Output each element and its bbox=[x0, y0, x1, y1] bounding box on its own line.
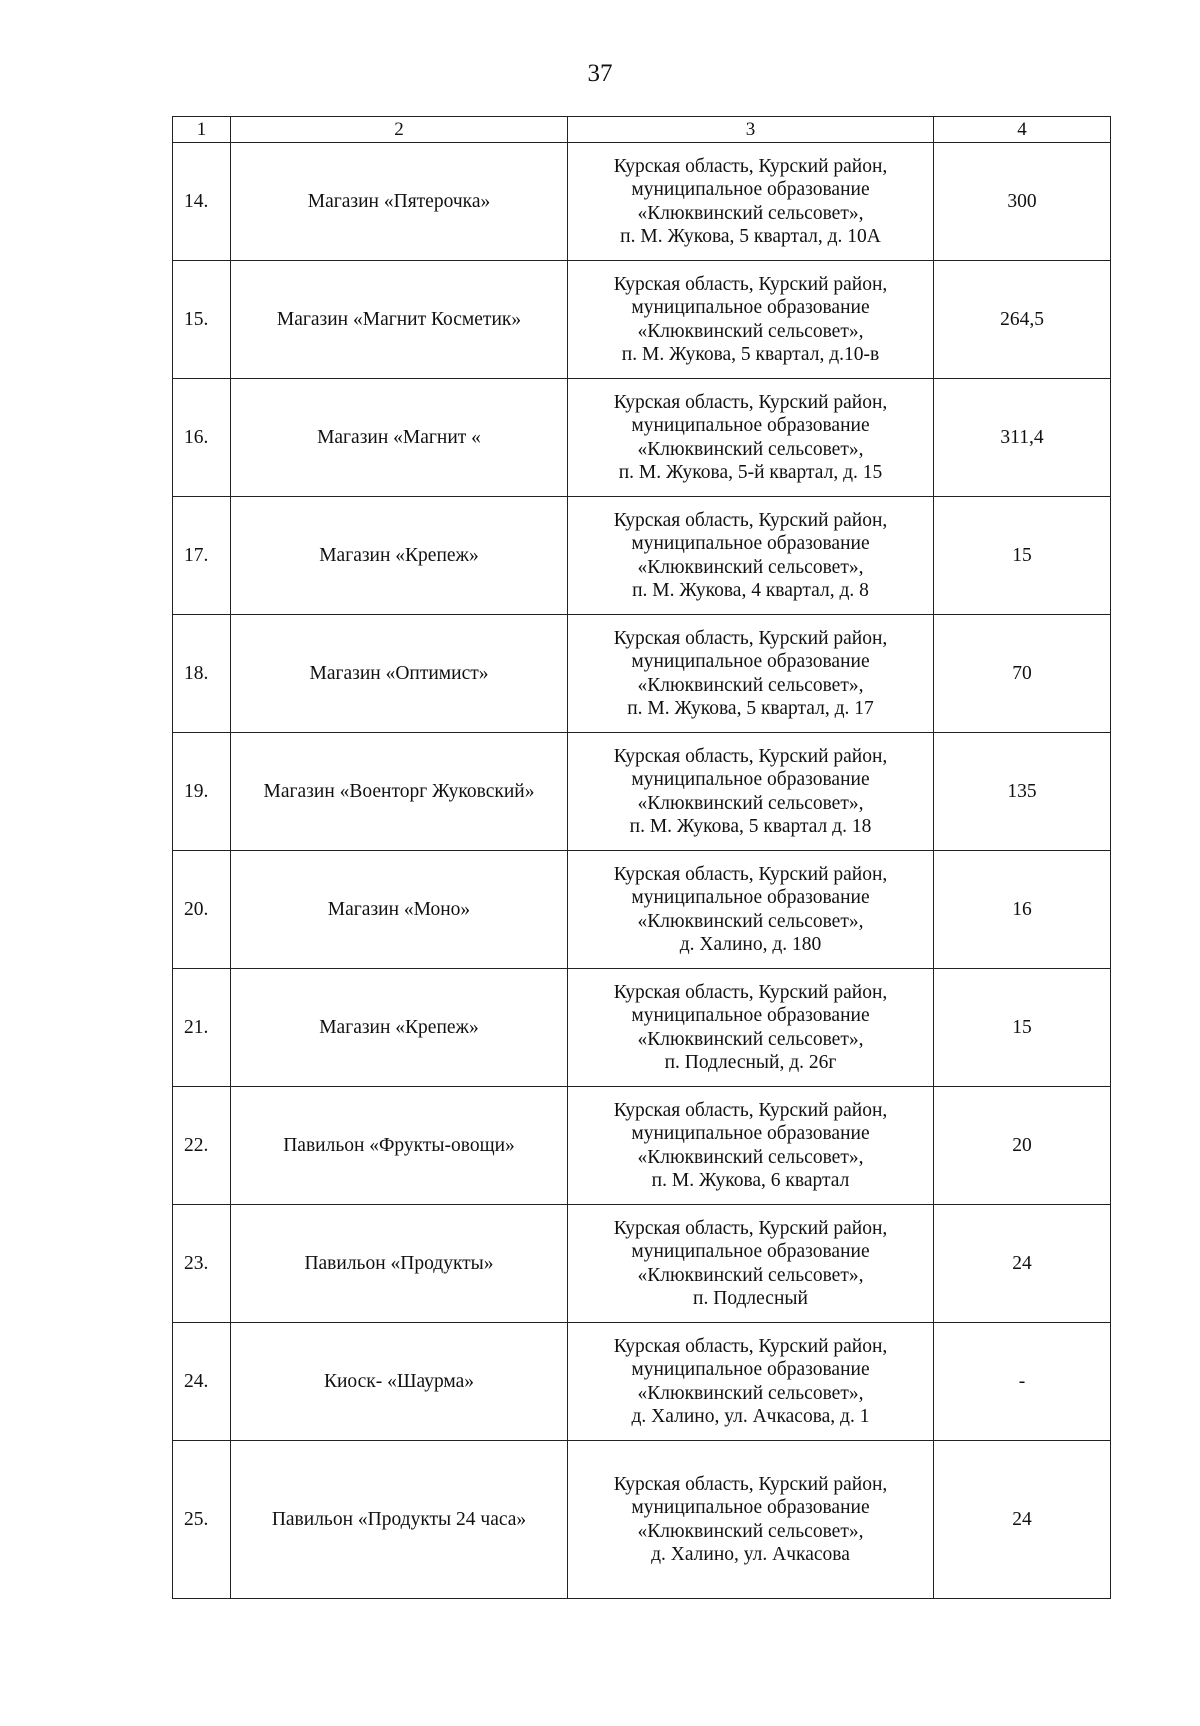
address-line: п. М. Жукова, 6 квартал bbox=[651, 1170, 850, 1191]
object-name: Магазин «Военторг Жуковский» bbox=[231, 733, 568, 851]
table-row bbox=[173, 969, 1111, 1087]
address-line: д. Халино, ул. Ачкасова, д. 1 bbox=[631, 1406, 870, 1427]
address-line: муниципальное образование bbox=[631, 1005, 870, 1026]
object-address bbox=[568, 615, 934, 733]
table-row bbox=[173, 851, 1111, 969]
address-line: «Клюквинский сельсовет», bbox=[637, 320, 864, 342]
table-row bbox=[173, 143, 1111, 261]
address-line: д. Халино, д. 180 bbox=[679, 934, 822, 955]
address-line: «Клюквинский сельсовет», bbox=[637, 1382, 864, 1404]
address-line: муниципальное образование bbox=[631, 1497, 870, 1518]
address-line: «Клюквинский сельсовет», bbox=[637, 1146, 864, 1168]
address-line: муниципальное образование bbox=[631, 769, 870, 790]
address-line: «Клюквинский сельсовет», bbox=[637, 556, 864, 578]
row-number: 24. bbox=[173, 1323, 231, 1441]
table-row bbox=[173, 1087, 1111, 1205]
address-line: муниципальное образование bbox=[631, 1241, 870, 1262]
object-address bbox=[568, 1323, 934, 1441]
table-body bbox=[173, 143, 1111, 1599]
row-number: 14. bbox=[173, 143, 231, 261]
address-line: Курская область, Курский район, bbox=[613, 981, 888, 1003]
object-address bbox=[568, 143, 934, 261]
address-line: Курская область, Курский район, bbox=[613, 1099, 888, 1121]
object-area: 16 bbox=[934, 851, 1111, 969]
address-line: «Клюквинский сельсовет», bbox=[637, 1520, 864, 1542]
address-line: «Клюквинский сельсовет», bbox=[637, 202, 864, 224]
row-number: 20. bbox=[173, 851, 231, 969]
object-area: 15 bbox=[934, 497, 1111, 615]
table-row bbox=[173, 733, 1111, 851]
object-name: Магазин «Магнит Косметик» bbox=[231, 261, 568, 379]
row-number: 22. bbox=[173, 1087, 231, 1205]
address-line: Курская область, Курский район, bbox=[613, 509, 888, 531]
address-line: Курская область, Курский район, bbox=[613, 273, 888, 295]
address-line: д. Халино, ул. Ачкасова bbox=[651, 1544, 850, 1565]
table-header bbox=[173, 117, 1111, 143]
address-line: «Клюквинский сельсовет», bbox=[637, 674, 864, 696]
object-name: Магазин «Пятерочка» bbox=[231, 143, 568, 261]
table-row bbox=[173, 1323, 1111, 1441]
object-address bbox=[568, 379, 934, 497]
row-number: 17. bbox=[173, 497, 231, 615]
register-table bbox=[172, 116, 1111, 1599]
table-row bbox=[173, 1441, 1111, 1599]
row-number: 19. bbox=[173, 733, 231, 851]
address-line: муниципальное образование bbox=[631, 1123, 870, 1144]
object-address bbox=[568, 1087, 934, 1205]
object-name: Магазин «Оптимист» bbox=[231, 615, 568, 733]
object-area: 135 bbox=[934, 733, 1111, 851]
address-line: муниципальное образование bbox=[631, 533, 870, 554]
column-header-3: 3 bbox=[568, 117, 934, 143]
object-name: Киоск- «Шаурма» bbox=[231, 1323, 568, 1441]
row-number: 18. bbox=[173, 615, 231, 733]
page-number: 37 bbox=[587, 60, 613, 87]
column-header-1: 1 bbox=[173, 117, 231, 143]
address-line: «Клюквинский сельсовет», bbox=[637, 438, 864, 460]
address-line: Курская область, Курский район, bbox=[613, 391, 888, 413]
table-row bbox=[173, 1205, 1111, 1323]
address-line: «Клюквинский сельсовет», bbox=[637, 1028, 864, 1050]
object-name: Павильон «Продукты» bbox=[231, 1205, 568, 1323]
address-line: «Клюквинский сельсовет», bbox=[637, 792, 864, 814]
address-line: п. М. Жукова, 5 квартал, д. 17 bbox=[627, 698, 874, 719]
row-number: 25. bbox=[173, 1441, 231, 1599]
address-line: «Клюквинский сельсовет», bbox=[637, 910, 864, 932]
object-area: - bbox=[934, 1323, 1111, 1441]
table-row bbox=[173, 379, 1111, 497]
object-area: 300 bbox=[934, 143, 1111, 261]
object-name: Магазин «Магнит « bbox=[231, 379, 568, 497]
object-address bbox=[568, 969, 934, 1087]
address-line: «Клюквинский сельсовет», bbox=[637, 1264, 864, 1286]
object-address bbox=[568, 733, 934, 851]
address-line: Курская область, Курский район, bbox=[613, 1335, 888, 1357]
address-line: муниципальное образование bbox=[631, 1359, 870, 1380]
address-line: Курская область, Курский район, bbox=[613, 155, 888, 177]
object-address bbox=[568, 261, 934, 379]
row-number: 23. bbox=[173, 1205, 231, 1323]
object-name: Магазин «Моно» bbox=[231, 851, 568, 969]
object-area: 264,5 bbox=[934, 261, 1111, 379]
object-name: Магазин «Крепеж» bbox=[231, 969, 568, 1087]
object-name: Павильон «Продукты 24 часа» bbox=[231, 1441, 568, 1599]
address-line: муниципальное образование bbox=[631, 887, 870, 908]
row-number: 21. bbox=[173, 969, 231, 1087]
object-area: 24 bbox=[934, 1441, 1111, 1599]
header-row bbox=[173, 117, 1111, 143]
object-area: 311,4 bbox=[934, 379, 1111, 497]
address-line: п. М. Жукова, 5 квартал, д. 10А bbox=[620, 226, 881, 247]
object-address bbox=[568, 1205, 934, 1323]
object-name: Магазин «Крепеж» bbox=[231, 497, 568, 615]
object-address bbox=[568, 851, 934, 969]
object-area: 24 bbox=[934, 1205, 1111, 1323]
object-name: Павильон «Фрукты-овощи» bbox=[231, 1087, 568, 1205]
address-line: Курская область, Курский район, bbox=[613, 863, 888, 885]
object-address bbox=[568, 497, 934, 615]
object-address bbox=[568, 1441, 934, 1599]
address-line: п. М. Жукова, 5-й квартал, д. 15 bbox=[618, 462, 883, 483]
address-line: муниципальное образование bbox=[631, 651, 870, 672]
row-number: 15. bbox=[173, 261, 231, 379]
table-row bbox=[173, 261, 1111, 379]
column-header-2: 2 bbox=[231, 117, 568, 143]
address-line: п. Подлесный bbox=[693, 1288, 808, 1309]
column-header-4: 4 bbox=[934, 117, 1111, 143]
address-line: Курская область, Курский район, bbox=[613, 627, 888, 649]
object-area: 15 bbox=[934, 969, 1111, 1087]
object-area: 20 bbox=[934, 1087, 1111, 1205]
address-line: п. М. Жукова, 5 квартал, д.10-в bbox=[621, 344, 880, 365]
object-area: 70 bbox=[934, 615, 1111, 733]
address-line: муниципальное образование bbox=[631, 415, 870, 436]
address-line: Курская область, Курский район, bbox=[613, 745, 888, 767]
address-line: п. Подлесный, д. 26г bbox=[664, 1052, 837, 1073]
address-line: п. М. Жукова, 5 квартал д. 18 bbox=[629, 816, 872, 837]
address-line: п. М. Жукова, 4 квартал, д. 8 bbox=[632, 580, 869, 601]
table-row bbox=[173, 615, 1111, 733]
row-number: 16. bbox=[173, 379, 231, 497]
address-line: Курская область, Курский район, bbox=[613, 1217, 888, 1239]
address-line: муниципальное образование bbox=[631, 179, 870, 200]
address-line: Курская область, Курский район, bbox=[613, 1473, 888, 1495]
table-row bbox=[173, 497, 1111, 615]
address-line: муниципальное образование bbox=[631, 297, 870, 318]
